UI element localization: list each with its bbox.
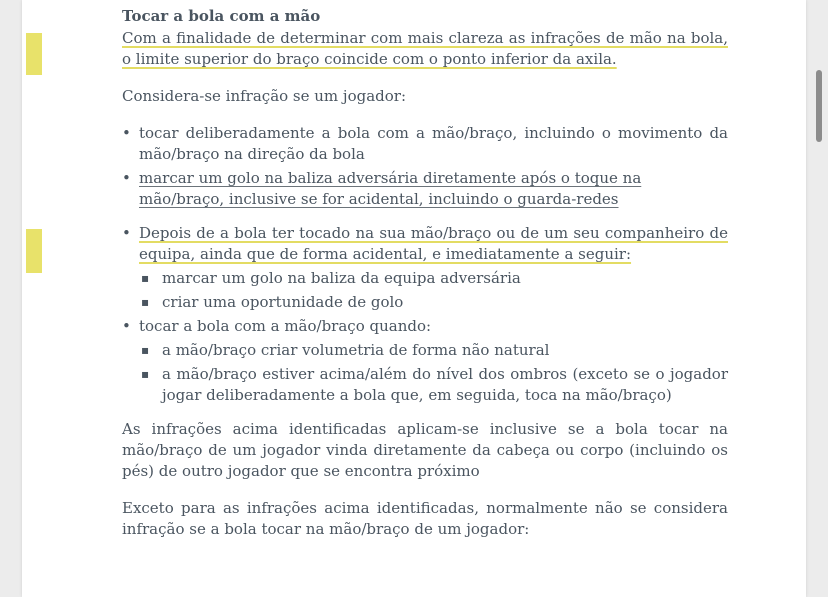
list-item: [122, 316, 728, 337]
square-bullet-icon: ▪: [141, 343, 150, 357]
list-item: [122, 168, 728, 210]
paragraph-last: Exceto para as infrações acima identificadas, normalmente não se considera infração se a bola tocar na mão/braço de um jogador:: [122, 499, 728, 538]
intro-paragraph: [122, 28, 728, 70]
sub-list-item: [122, 340, 728, 361]
lead-paragraph: Considera-se infração se um jogador:: [122, 87, 407, 105]
square-bullet-icon: ▪: [141, 271, 150, 285]
list-item: [122, 123, 728, 165]
sub-list-item-text: marcar um golo na baliza da equipa adversária: [162, 269, 521, 287]
square-bullet-icon: ▪: [141, 295, 150, 309]
list-item: [122, 223, 728, 265]
list-item-text: tocar deliberadamente a bola com a mão/braço, incluindo o movimento da mão/braço na direção da bola: [139, 124, 728, 163]
bullet-icon: •: [122, 224, 131, 242]
sub-list-item: [122, 268, 728, 289]
list-item-text: marcar um golo na baliza adversária diretamente após o toque na mão/braço, inclusive se for acidental, incluindo o guarda-redes: [139, 169, 642, 208]
scrollbar-thumb[interactable]: [816, 70, 822, 142]
square-bullet-icon: ▪: [141, 367, 150, 381]
bullet-icon: •: [122, 317, 131, 335]
sub-list-item: [122, 292, 728, 313]
bullet-icon: •: [122, 169, 131, 187]
list-item-text: Depois de a bola ter tocado na sua mão/braço ou de um seu companheiro de equipa, ainda que de forma acidental, e imediatamente a seguir:: [139, 224, 728, 263]
intro-text: Com a finalidade de determinar com mais clareza as infrações de mão na bola, o limite superior do braço coincide com o ponto inferior da axila.: [122, 29, 728, 68]
bullet-icon: •: [122, 124, 131, 142]
section-title: Tocar a bola com a mão: [122, 7, 321, 25]
sub-list-item-text: criar uma oportunidade de golo: [162, 293, 404, 311]
sub-list-item: [122, 364, 728, 406]
change-marker-2: [26, 229, 42, 273]
infraction-list: [122, 123, 728, 210]
document-content: [122, 6, 728, 540]
sub-list-item-text: a mão/braço criar volumetria de forma não natural: [162, 341, 550, 359]
sub-list-item-text: a mão/braço estiver acima/além do nível dos ombros (exceto se o jogador jogar deliberadamente a bola que, em seguida, toca na mão/braço): [162, 365, 728, 404]
change-marker-1: [26, 33, 42, 75]
infraction-list-2: [122, 223, 728, 406]
paragraph-after-list: As infrações acima identificadas aplicam-se inclusive se a bola tocar na mão/braço de um jogador vinda diretamente da cabeça ou corpo (incluindo os pés) de outro jogador que se encontra próximo: [122, 420, 728, 480]
list-item-text: tocar a bola com a mão/braço quando:: [139, 317, 432, 335]
